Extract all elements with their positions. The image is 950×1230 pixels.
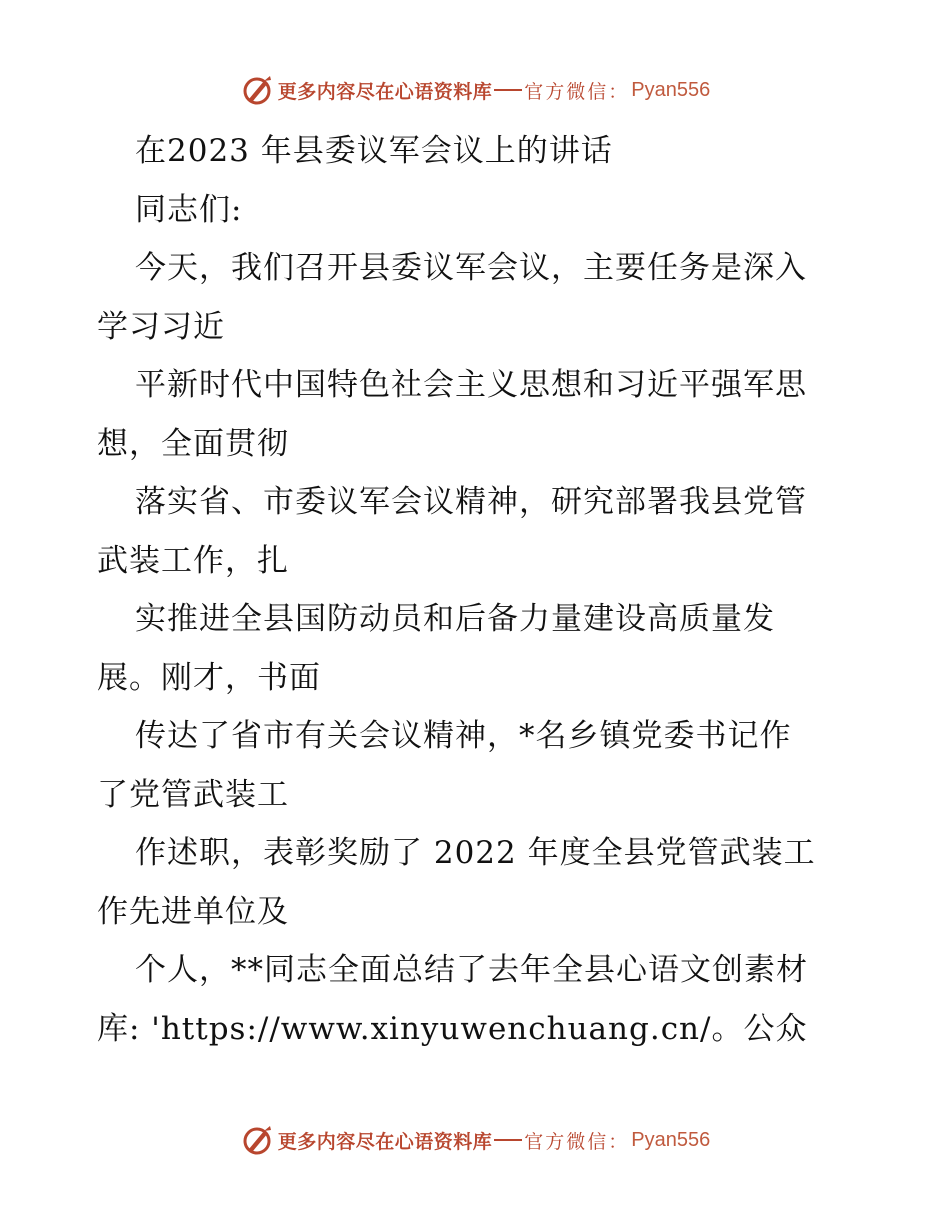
banner-brand-text: 更多内容尽在心语资料库 [277,80,493,103]
document-line: 在2023 年县委议军会议上的讲话 [135,133,613,169]
banner-wechat-id: Pyan556 [631,1128,711,1151]
banner-wechat-id: Pyan556 [631,78,711,101]
document-line: 传达了省市有关会议精神，*名乡镇党委书记作 [135,718,792,754]
banner-official-label: 官方微信： [524,1130,630,1153]
document-line: 同志们: [135,191,243,228]
document-body [97,122,867,1058]
document-line: 作述职，表彰奖励了 2022 年度全县党管武装工 [135,835,816,871]
footer-banner [0,1120,950,1160]
document-line: 个人，**同志全面总结了去年全县心语文创素材 [135,952,808,988]
quill-pen-logo-icon [240,1123,274,1157]
document-line: 落实省、市委议军会议精神，研究部署我县党管 [135,484,807,520]
document-line: 库: 'https://www.xinyuwenchuang.cn/。公众 [97,1010,808,1047]
document-line: 了党管武装工 [97,776,289,813]
document-line: 实推进全县国防动员和后备力量建设高质量发 [135,601,775,637]
quill-pen-logo-icon [240,73,274,107]
banner-divider [494,1139,522,1141]
document-line: 武装工作，扎 [97,542,289,579]
document-line: 平新时代中国特色社会主义思想和习近平强军思 [135,367,807,403]
document-line: 展。刚才，书面 [97,659,321,696]
document-line: 想，全面贯彻 [97,425,289,462]
header-banner [0,70,950,110]
banner-divider [494,89,522,91]
document-line: 学习习近 [97,308,225,345]
banner-official-label: 官方微信： [524,80,630,103]
document-line: 作先进单位及 [97,893,289,930]
document-line: 今天，我们召开县委议军会议，主要任务是深入 [135,250,807,286]
banner-brand-text: 更多内容尽在心语资料库 [277,1130,493,1153]
